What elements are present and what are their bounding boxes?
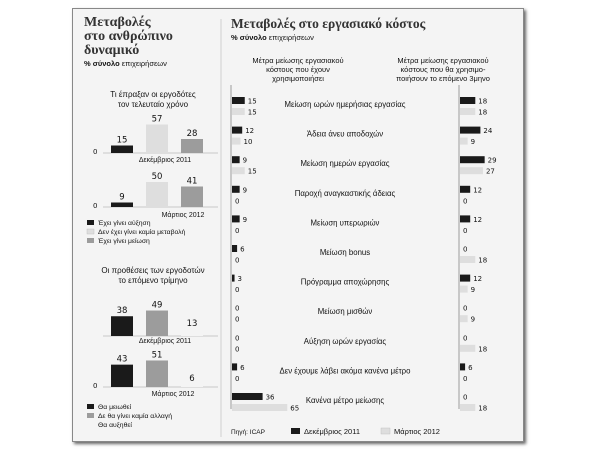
measure-label-9: Αύξηση ωρών εργασίας (303, 336, 387, 346)
legend1-label-2: Δεν έχει γίνει καμία μεταβολή (98, 229, 186, 236)
chart1-group2-bar-3 (181, 187, 203, 208)
planned-value-dec-1: 18 (478, 97, 488, 106)
used-value-mar-8: 0 (235, 315, 240, 324)
chart2-group1-value-1: 38 (116, 306, 128, 317)
measure-label-2: Άδεια άνευ αποδοχών (306, 129, 384, 139)
newspaper-clipping (72, 8, 524, 442)
chart2-group2-zero-label: 0 (93, 382, 98, 390)
chart2-group1-label: Δεκέμβριος 2011 (138, 338, 192, 345)
planned-value-mar-3: 27 (485, 167, 495, 176)
used-value-dec-10: 6 (240, 363, 245, 372)
chart2-group2-label: Μάρτιος 2012 (151, 391, 195, 398)
right-title: Μεταβολές στο εργασιακό κόστος (231, 16, 426, 31)
planned-value-mar-4: 0 (463, 197, 468, 206)
used-value-mar-9: 0 (235, 345, 240, 354)
used-value-dec-2: 12 (245, 127, 255, 136)
measure-label-1: Μείωση ωρών ημερήσιας εργασίας (284, 100, 406, 109)
right-subtitle-rest: επιχειρήσεων (268, 33, 314, 42)
used-value-dec-11: 36 (265, 393, 275, 402)
chart2-group1-value-3: 13 (186, 319, 198, 330)
planned-value-dec-7: 12 (473, 275, 483, 284)
left-title-line-3: δυναμικό (84, 43, 140, 58)
chart1-group1-zero-label: 0 (93, 148, 98, 156)
planned-value-mar-5: 0 (463, 226, 468, 235)
chart2-group2-value-1: 43 (116, 354, 128, 365)
planned-bar-dec-1 (460, 97, 475, 104)
used-value-mar-11: 65 (290, 404, 300, 413)
planned-value-dec-6: 0 (463, 245, 468, 254)
used-bar-dec-4 (232, 186, 240, 193)
used-value-mar-1: 15 (247, 108, 257, 117)
chart1-title-line-2: τον τελευταίο χρόνο (117, 100, 189, 109)
planned-bar-dec-7 (460, 275, 470, 282)
chart1-group2-bars (111, 172, 203, 207)
used-value-mar-6: 0 (235, 256, 240, 265)
planned-bar-mar-2 (460, 138, 468, 145)
legend1-swatch-3 (87, 238, 94, 243)
left-title-line-1: Μεταβολές (84, 15, 151, 30)
footer-legend-label-dec: Δεκέμβριος 2011 (304, 427, 361, 436)
legend2-swatch-2 (87, 413, 94, 418)
legend2-label-2: Δε θα γίνει καμία αλλαγή (98, 413, 173, 420)
planned-bar-mar-9 (460, 345, 475, 352)
used-value-mar-2: 10 (243, 138, 253, 147)
right-subtitle (231, 33, 314, 42)
legend1-swatch-2 (87, 229, 94, 234)
planned-value-dec-8: 0 (463, 304, 468, 313)
planned-bar-mar-1 (460, 108, 475, 115)
chart2-group1-bars (111, 301, 203, 336)
chart2-group1-bar-3 (181, 329, 203, 336)
left-col-header-line-1: Μέτρα μείωσης εργασιακού (252, 56, 344, 65)
right-col-header-line-3: ποιήσουν το επόμενο 3μηνο (396, 74, 490, 83)
chart2-group1-bar-2 (146, 311, 168, 336)
chart2-group1-bar-1 (111, 316, 133, 336)
used-value-mar-7: 0 (235, 286, 240, 295)
planned-bar-mar-6 (460, 256, 475, 263)
used-value-mar-5: 0 (235, 226, 240, 235)
infographic (73, 9, 523, 441)
planned-value-dec-10: 6 (468, 363, 473, 372)
used-value-dec-3: 9 (242, 156, 248, 165)
legend1-label-3: Έχει γίνει μείωση (98, 238, 150, 245)
used-value-mar-4: 0 (235, 197, 240, 206)
used-bar-mar-1 (232, 108, 245, 115)
used-bar-dec-2 (232, 127, 242, 134)
left-col-header-line-3: χρησιμοποιήσει (272, 74, 324, 83)
legend1-label-1: Έχει γίνει αύξηση (98, 220, 151, 227)
used-value-dec-9: 0 (235, 334, 240, 343)
planned-bar-dec-2 (460, 127, 480, 134)
chart2-group2-value-2: 51 (151, 350, 163, 361)
used-value-dec-7: 3 (237, 275, 243, 284)
right-col-header-line-2: κόστους που θα χρησιμο- (400, 65, 486, 74)
right-subtitle-bold: % σύνολο (231, 33, 267, 42)
left-col-header-line-2: κόστους που έχουν (266, 65, 330, 74)
planned-bar-dec-3 (460, 156, 485, 163)
planned-bar-mar-3 (460, 167, 483, 174)
used-bar-dec-7 (232, 275, 235, 282)
planned-value-dec-4: 12 (473, 186, 483, 195)
footer-legend-swatch-mar (381, 428, 390, 434)
chart1-group1-bar-3 (181, 139, 203, 153)
chart1-group2-bar-2 (146, 182, 168, 207)
planned-value-mar-9: 18 (478, 345, 488, 354)
chart1-group2-value-2: 50 (151, 172, 163, 182)
planned-value-dec-11: 0 (463, 393, 468, 402)
planned-value-dec-3: 29 (487, 156, 497, 165)
chart1-group2-value-3: 41 (186, 176, 198, 187)
measure-label-11: Κανένα μέτρο μείωσης (305, 396, 385, 405)
chart2-group2-value-3: 6 (189, 373, 195, 384)
chart2-group2-bar-2 (146, 360, 168, 387)
legend1-swatch-1 (87, 220, 94, 225)
used-value-dec-1: 15 (247, 97, 257, 106)
planned-value-mar-2: 9 (470, 138, 476, 147)
used-bar-dec-1 (232, 97, 245, 104)
used-value-dec-6: 6 (240, 245, 245, 254)
used-bar-dec-11 (232, 393, 263, 400)
chart1-group2-value-1: 9 (119, 192, 125, 203)
chart1-group2-bar-1 (111, 203, 133, 208)
chart1-group1-bar-2 (146, 125, 168, 154)
footer-legend-label-mar: Μάρτιος 2012 (394, 427, 440, 436)
left-subtitle-rest: επιχειρήσεων (121, 59, 167, 68)
legend2-label-3: Θα αυξηθεί (98, 422, 132, 429)
measures-chart (232, 97, 497, 413)
used-bar-dec-10 (232, 363, 237, 370)
chart1-group1-bar-1 (111, 146, 133, 154)
chart2-group2-bars (111, 350, 203, 387)
chart2-title-line-1: Οι προθέσεις των εργοδοτών (101, 266, 205, 275)
left-title-line-2: στο ανθρώπινο (84, 29, 173, 44)
chart1-title-line-1: Τι έπραξαν οι εργοδότες (110, 90, 196, 99)
planned-value-mar-1: 18 (478, 108, 488, 117)
planned-bar-dec-5 (460, 215, 470, 222)
used-value-dec-4: 9 (242, 186, 248, 195)
measure-label-4: Παροχή αναγκαστικής άδειας (294, 188, 396, 198)
chart1-group2-zero-label: 0 (93, 202, 98, 210)
measure-label-8: Μείωση μισθών (317, 307, 373, 317)
measure-label-7: Πρόγραμμα αποχώρησης (300, 277, 390, 287)
chart1-group1-value-3: 28 (186, 129, 198, 139)
chart2-group1-value-2: 49 (151, 300, 163, 311)
planned-value-mar-6: 18 (478, 256, 488, 265)
planned-value-dec-5: 12 (473, 215, 483, 224)
measure-label-3: Μείωση ημερών εργασίας (300, 159, 390, 169)
measure-label-5: Μείωση υπερωριών (310, 218, 380, 228)
used-bar-mar-2 (232, 138, 241, 145)
source-label: Πηγή: ICAP (231, 429, 265, 436)
left-subtitle (84, 59, 167, 68)
right-col-header-line-1: Μέτρα μείωσης εργασιακού (397, 56, 489, 65)
chart2-title-line-2: το επόμενο τρίμηνο (118, 276, 188, 285)
planned-value-dec-2: 24 (483, 127, 493, 136)
planned-value-mar-11: 18 (478, 404, 488, 413)
planned-bar-mar-11 (460, 404, 475, 411)
chart1-legend (87, 219, 186, 245)
footer-legend-swatch-dec (291, 428, 300, 434)
legend2-label-1: Θα μειωθεί (98, 404, 132, 411)
left-subtitle-bold: % σύνολο (84, 59, 120, 68)
planned-value-mar-10: 0 (463, 374, 468, 383)
used-value-dec-8: 0 (235, 304, 240, 313)
chart1-group1-value-2: 57 (151, 114, 163, 125)
chart2-group2-bar-1 (111, 365, 133, 387)
used-bar-dec-3 (232, 156, 240, 163)
planned-bar-dec-4 (460, 186, 470, 193)
used-value-mar-3: 15 (247, 167, 257, 176)
measure-label-10: Δεν έχουμε λάβει ακόμα κανένα μέτρο (279, 366, 411, 376)
used-value-mar-10: 0 (235, 374, 240, 383)
legend2-swatch-1 (87, 404, 94, 409)
used-bar-dec-5 (232, 215, 240, 222)
chart1-group2-label: Μάρτιος 2012 (161, 212, 205, 219)
chart1-group1-value-1: 15 (116, 135, 128, 146)
chart1-group1-bars (111, 115, 203, 154)
planned-value-mar-7: 9 (470, 286, 476, 295)
used-bar-mar-3 (232, 167, 245, 174)
chart2-legend (87, 403, 172, 429)
used-bar-mar-11 (232, 404, 287, 411)
used-value-dec-5: 9 (242, 215, 248, 224)
planned-bar-mar-8 (460, 315, 468, 322)
planned-bar-mar-7 (460, 286, 468, 293)
chart1-group1-label: Δεκέμβριος 2011 (138, 157, 192, 164)
measure-label-6: Μείωση bonus (319, 248, 371, 257)
planned-value-dec-9: 0 (463, 334, 468, 343)
planned-bar-dec-10 (460, 363, 465, 370)
chart2-group2-bar-3 (181, 384, 203, 387)
used-bar-dec-6 (232, 245, 237, 252)
planned-value-mar-8: 9 (470, 315, 476, 324)
